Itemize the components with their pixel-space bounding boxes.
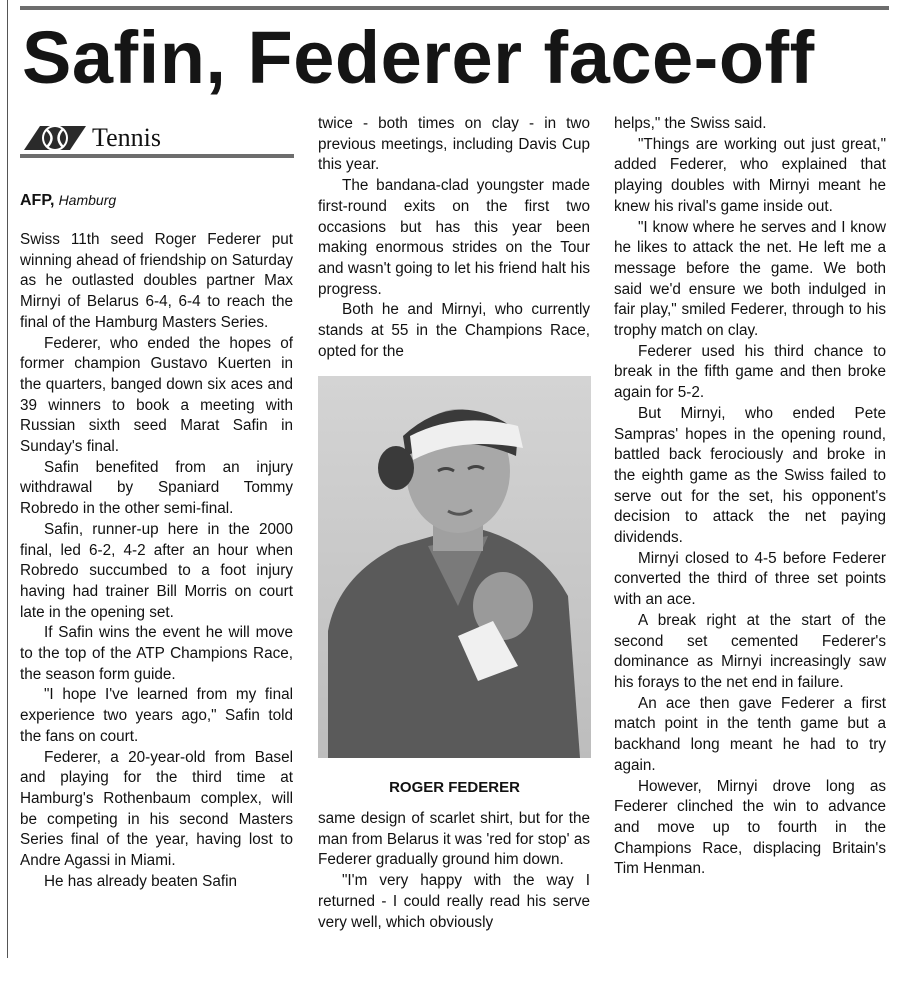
section-underline [20, 154, 294, 158]
headline: Safin, Federer face-off [22, 16, 815, 99]
article-column-1 [20, 230, 293, 893]
paragraph: Swiss 11th seed Roger Federer put winning ahead of friendship on Saturday as he outlasted doubles partner Max Mirnyi of Belarus 6-4, 6-4 to reach the final of the Hamburg Masters Series. [20, 231, 293, 331]
paragraph: Federer, who ended the hopes of former champion Gustavo Kuerten in the quarters, banged down six aces and 39 winners to book a meeting with Russian sixth seed Marat Safin in Sunday's final. [20, 334, 293, 456]
article-column-2-continued [318, 809, 590, 933]
paragraph: Both he and Mirnyi, who currently stands at 55 in the Champions Race, opted for the [318, 301, 590, 360]
paragraph: Safin benefited from an injury withdrawal by Spaniard Tommy Robredo in the other semi-final. [20, 458, 293, 518]
top-rule [20, 6, 889, 10]
paragraph: same design of scarlet shirt, but for the man from Belarus it was 'red for stop' as Federer gradually ground him down. [318, 810, 590, 869]
paragraph: If Safin wins the event he will move to the top of the ATP Champions Race, the season form guide. [20, 624, 293, 683]
paragraph: However, Mirnyi drove long as Federer clinched the win to advance and move up to fourth in the Champions Race, displacing Britain's Tim Henman. [614, 777, 886, 878]
article-column-3 [614, 114, 886, 880]
paragraph: Safin, runner-up here in the 2000 final, led 6-2, 4-2 after an hour when Robredo succumbed to a foot injury having had trainer Bill Morris on court late in the opening set. [20, 520, 293, 621]
paragraph: Federer used his third chance to break in the fifth game and then broke again for 5-2. [614, 342, 886, 402]
article-column-2 [318, 114, 590, 362]
section-label: Tennis [92, 123, 161, 152]
paragraph: Federer, a 20-year-old from Basel and playing for the third time at Hamburg's Rothenbaum complex, will be competing in his second Masters Series final of the year, having lost to Andre Agassi in Miami. [20, 748, 293, 870]
paragraph: But Mirnyi, who ended Pete Sampras' hopes in the opening round, battled back ferociously and broke in the eighth game as the Swiss failed to serve out for the set, his opponent's decision to attack the net paying dividends. [614, 404, 886, 547]
paragraph: The bandana-clad youngster made first-round exits on the first two occasions but has this year been making enormous strides on the Tour and wasn't going to let his friend halt his progress. [318, 177, 590, 298]
page-left-border [7, 0, 8, 958]
paragraph: "I'm very happy with the way I returned - I could really read his serve very well, which obviously [318, 872, 590, 931]
paragraph: A break right at the start of the second set cemented Federer's dominance as Mirnyi increasingly saw his forays to the net end in failure. [614, 611, 886, 691]
photo-caption: ROGER FEDERER [389, 779, 520, 796]
player-photo [318, 376, 591, 758]
paragraph: "Things are working out just great," added Federer, who explained that playing doubles with Mirnyi meant he knew his rival's game inside out. [614, 135, 886, 215]
section-tag [20, 118, 294, 158]
byline-agency: AFP, [20, 192, 55, 209]
tennis-ball-icon [20, 122, 88, 154]
byline-location: Hamburg [58, 192, 117, 208]
paragraph: "I know where he serves and I know he likes to attack the net. He left me a message before the game. We both said we'd ensure we both indulged in fair play," smiled Federer, through to his trophy match on clay. [614, 218, 886, 340]
player-photo-image [318, 376, 591, 758]
byline [20, 190, 116, 211]
paragraph: "I hope I've learned from my final experience two years ago," Safin told the fans on court. [20, 686, 293, 745]
paragraph: Mirnyi closed to 4-5 before Federer converted the third of three set points with an ace. [614, 549, 886, 609]
paragraph: helps," the Swiss said. [614, 115, 767, 132]
paragraph: He has already beaten Safin [44, 872, 238, 890]
paragraph: An ace then gave Federer a first match point in the tenth game but a backhand long meant he had to try again. [614, 694, 886, 774]
paragraph: twice - both times on clay - in two previous meetings, including Davis Cup this year. [318, 115, 590, 174]
